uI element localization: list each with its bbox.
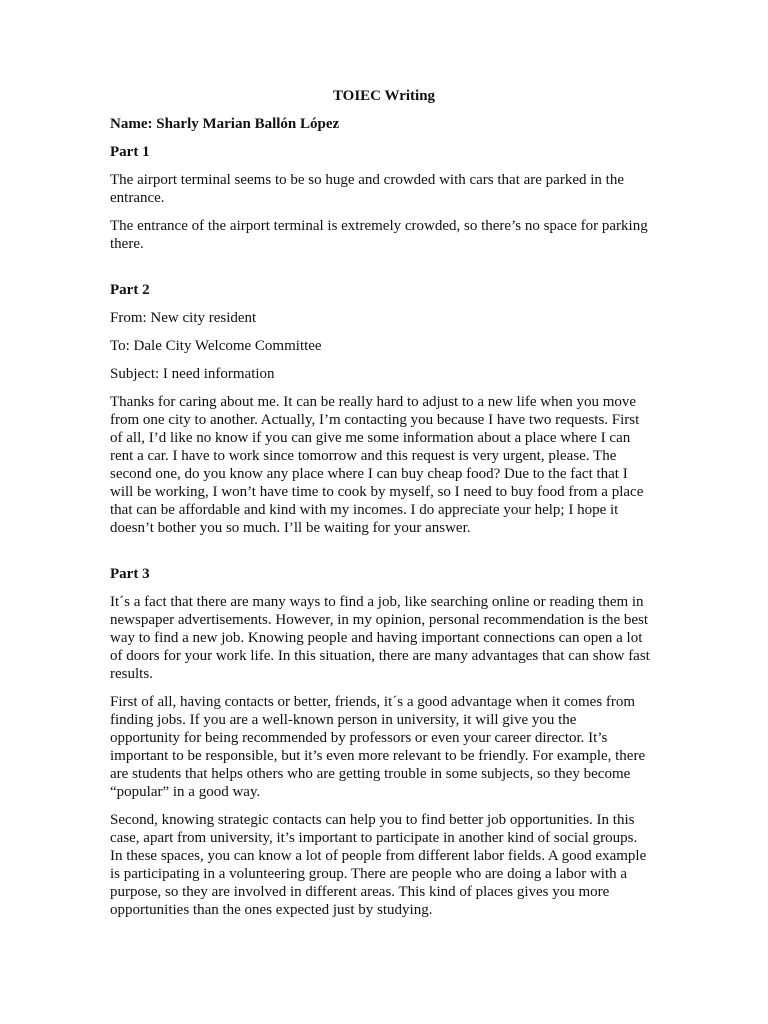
- email-subject-line: Subject: I need information: [110, 366, 275, 382]
- section-spacer: [110, 547, 650, 565]
- part-2-heading: Part 2: [110, 282, 150, 298]
- essay-paragraph: Second, knowing strategic contacts can help you to find better job opportunities. In this case, apart from university, it’s important to participate in another kind of social groups. In these spaces, you can know a lot of people from different labor fields. A good example is participating in a volunteering group. There are people who are doing a labor with a purpose, so they are involved in different areas. This kind of places gives you more opportunities than the ones expected just by studying.: [110, 812, 647, 918]
- part-1-paragraph: The airport terminal seems to be so huge and crowded with cars that are parked in the entrance.: [110, 172, 624, 206]
- document-body: [110, 115, 650, 929]
- email-to-line: To: Dale City Welcome Committee: [110, 338, 322, 354]
- email-from-line: From: New city resident: [110, 310, 257, 326]
- essay-paragraph: It´s a fact that there are many ways to find a job, like searching online or reading them in newspaper advertisements. However, in my opinion, personal recommendation is the best way to find a new job. Knowing people and having important connections can open a lot of doors for your work life. In this situation, there are many advantages that can show fast results.: [110, 594, 650, 682]
- author-name: Name: Sharly Marian Ballón López: [110, 116, 340, 132]
- part-1-section: [110, 143, 650, 253]
- section-spacer: [110, 263, 650, 281]
- part-2-section: [110, 281, 650, 537]
- email-body: Thanks for caring about me. It can be really hard to adjust to a new life when you move from one city to another. Actually, I’m contacting you because I have two requests. First of all, I’d like no know if you can give me some information about a place where I can rent a car. I have to work since tomorrow and this request is very urgent, please. The second one, do you know any place where I can buy cheap food? Due to the fact that I will be working, I won’t have time to cook by myself, so I need to buy food from a place that can be affordable and kind with my incomes. I do appreciate your help; I hope it doesn’t bother you so much. I’ll be waiting for your answer.: [110, 394, 644, 536]
- part-3-section: [110, 565, 650, 919]
- part-3-heading: Part 3: [110, 566, 150, 582]
- essay-paragraph: First of all, having contacts or better, friends, it´s a good advantage when it comes from finding jobs. If you are a well-known person in university, it will give you the opportunity for being recommended by professors or even your career director. It’s important to be responsible, but it’s even more relevant to be friendly. For example, there are students that helps others who are getting trouble in some subjects, so they become “popular” in a good way.: [110, 694, 646, 800]
- part-1-heading: Part 1: [110, 144, 150, 160]
- document-title: TOIEC Writing: [332, 88, 436, 104]
- part-1-paragraph: The entrance of the airport terminal is extremely crowded, so there’s no space for parking there.: [110, 218, 648, 252]
